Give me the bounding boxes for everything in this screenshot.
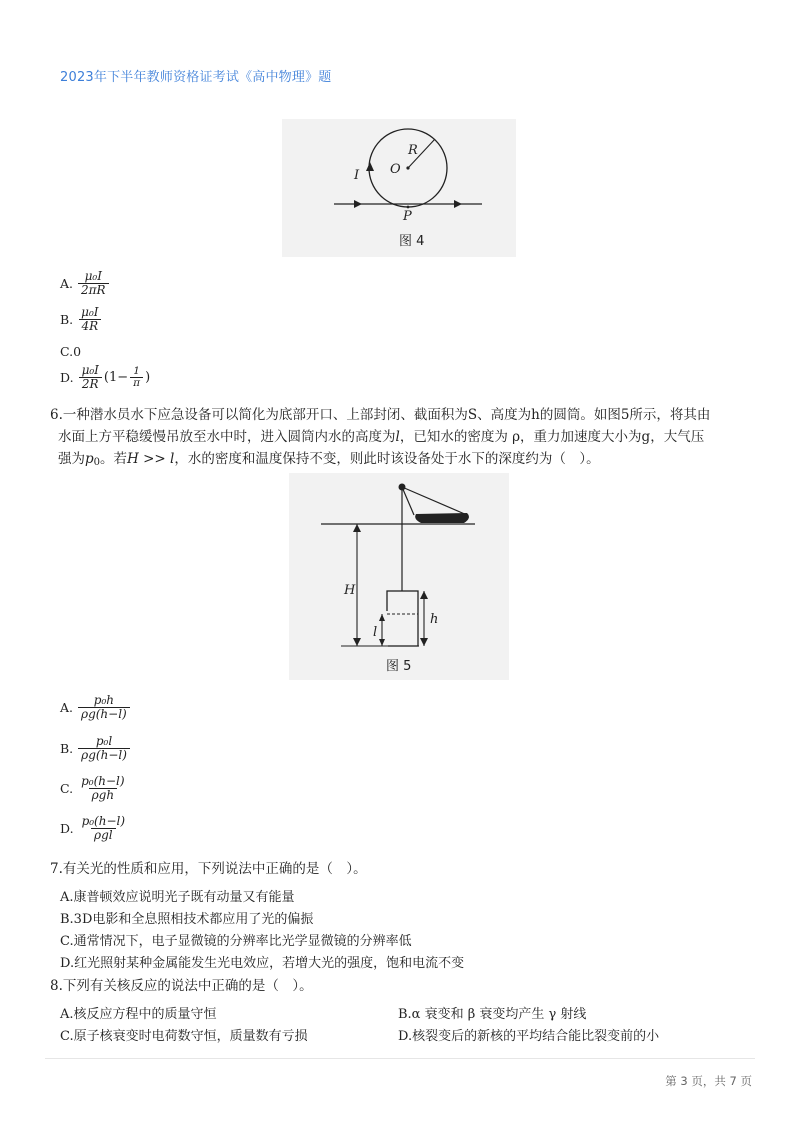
- option-label: A.: [60, 276, 74, 291]
- cylinder-open-bottom-mask: [386, 611, 388, 647]
- label-r: R: [408, 143, 418, 158]
- wire-arrow-right: [454, 200, 462, 208]
- q6-condition: H >> l: [127, 451, 175, 467]
- option-fraction: [79, 815, 128, 842]
- q6-option-c: [60, 775, 130, 802]
- figure-5: [289, 473, 509, 680]
- pulley: [399, 484, 406, 491]
- q7-option-c: C.通常情况下，电子显微镜的分辨率比光学显微镜的分辨率低: [60, 934, 412, 949]
- option-label: A.: [60, 700, 74, 715]
- fraction-denominator: ρg(h−l): [78, 707, 130, 721]
- q7-option-d: D.红光照射某种金属能发生光电效应，若增大光的强度，饱和电流不变: [60, 956, 465, 971]
- fraction-denominator: 2πR: [78, 283, 109, 297]
- option-label: D.: [60, 370, 74, 385]
- q5-option-d: [60, 364, 150, 391]
- fraction-denominator: 4R: [79, 319, 102, 333]
- q8-option-b: B.α 衰变和 β 衰变均产生 γ 射线: [398, 1007, 587, 1022]
- wire-arrow-left: [354, 200, 362, 208]
- q6-text: 强为: [58, 451, 85, 467]
- fraction-numerator: p₀h: [93, 693, 114, 707]
- footer-divider: [45, 1058, 755, 1059]
- q6-var-p: p: [85, 451, 94, 467]
- fraction-denominator: 2R: [79, 377, 102, 391]
- figure-4-diagram: [282, 119, 516, 257]
- fraction-numerator: p₀(h−l): [81, 814, 126, 828]
- option-label: B.: [60, 741, 74, 756]
- paren-open: (1−: [103, 370, 129, 385]
- q5-option-a: [60, 270, 111, 297]
- q5-option-b: [60, 306, 104, 333]
- fraction-denominator: ρgl: [91, 828, 116, 842]
- q6-line-2: [50, 426, 750, 448]
- label-h-depth: H: [344, 583, 356, 598]
- option-fraction: [78, 694, 130, 721]
- label-p: P: [403, 209, 412, 224]
- figure-5-diagram: [289, 473, 509, 680]
- fraction-numerator: p₀(h−l): [81, 774, 125, 788]
- arrow-head: [353, 638, 361, 646]
- q6-line-1: 6.一种潜水员水下应急设备可以简化为底部开口、上部封闭、截面积为S、高度为h的圆筒。如图5所示，将其由: [50, 407, 711, 423]
- figure-5-caption: 图 5: [386, 659, 412, 674]
- q7-option-a: A.康普顿效应说明光子既有动量又有能量: [60, 890, 295, 905]
- option-fraction: [78, 775, 127, 802]
- cylinder-device: [387, 591, 418, 646]
- page-number: 第 3 页，共 7 页: [665, 1074, 752, 1088]
- fraction-numerator: μ₀I: [84, 269, 102, 283]
- question-8-stem: 8.下列有关核反应的说法中正确的是（ ）。: [50, 978, 313, 994]
- option-label: D.: [60, 821, 74, 836]
- fraction-denominator: π: [130, 377, 143, 389]
- arrow-head: [379, 614, 385, 621]
- label-i: I: [354, 168, 360, 183]
- q6-line-3: [50, 448, 750, 474]
- q6-var-l: l: [395, 429, 400, 445]
- q6-option-b: [60, 735, 132, 762]
- option-fraction: [78, 306, 101, 333]
- q6-text: 水面上方平稳缓慢吊放至水中时，进入圆筒内水的高度为: [58, 429, 396, 445]
- option-fraction: [78, 270, 109, 297]
- center-point: [406, 166, 409, 169]
- q6-option-d: [60, 815, 130, 842]
- q6-text: ，已知水的密度为 ρ，重力加速度大小为g，大气压: [399, 429, 705, 445]
- option-label: B.: [60, 312, 74, 327]
- q6-text: 。若: [100, 451, 128, 467]
- question-6: [50, 404, 750, 474]
- q6-option-a: [60, 694, 132, 721]
- fraction-numerator: 1: [133, 365, 140, 377]
- q8-option-d: D.核裂变后的新核的平均结合能比裂变前的小: [398, 1029, 660, 1044]
- option-fraction: [78, 735, 130, 762]
- arrow-head: [379, 639, 385, 646]
- fraction-denominator: ρgh: [89, 788, 117, 802]
- label-o: O: [390, 162, 401, 177]
- point-p-dot: [407, 206, 410, 209]
- paren-close: ): [145, 370, 151, 385]
- fraction-denominator: ρg(h−l): [78, 748, 130, 762]
- loop-current-arrow: [366, 162, 374, 171]
- fraction-numerator: p₀l: [95, 734, 113, 748]
- q7-option-b: B.3D电影和全息照相技术都应用了光的偏振: [60, 912, 314, 927]
- q6-text: ，水的密度和温度保持不变，则此时该设备处于水下的深度约为（ ）。: [174, 451, 600, 467]
- option-label: C.0: [60, 344, 82, 359]
- arrow-head: [353, 524, 361, 532]
- label-h-height: h: [430, 612, 439, 627]
- label-l: l: [373, 625, 378, 640]
- question-7-stem: 7.有关光的性质和应用，下列说法中正确的是（ ）。: [50, 861, 367, 877]
- figure-4: [282, 119, 516, 257]
- q5-option-c: [60, 344, 84, 359]
- q6-sub-0: 0: [93, 457, 101, 468]
- q8-option-c: C.原子核衰变时电荷数守恒，质量数有亏损: [60, 1029, 308, 1044]
- fraction-numerator: μ₀I: [81, 305, 99, 319]
- arrow-head: [420, 591, 428, 599]
- option-fraction: [79, 364, 102, 391]
- fraction-numerator: μ₀I: [81, 363, 99, 377]
- boat-hull: [415, 513, 469, 523]
- page-header-title: 2023年下半年教师资格证考试《高中物理》题: [60, 70, 332, 85]
- q8-option-a: A.核反应方程中的质量守恒: [60, 1007, 217, 1022]
- option-label: C.: [60, 781, 74, 796]
- figure-4-caption: 图 4: [399, 234, 425, 249]
- inner-fraction: [130, 366, 143, 389]
- arrow-head: [420, 638, 428, 646]
